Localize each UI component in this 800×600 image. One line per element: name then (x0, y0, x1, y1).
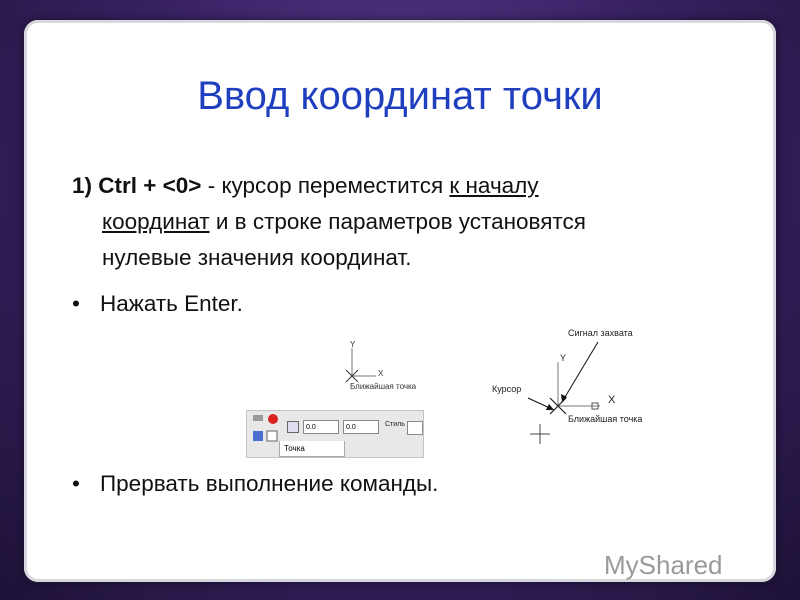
item-1-lead: 1) Ctrl + <0> (72, 173, 202, 198)
slide (24, 20, 776, 582)
nearest-point-small: Ближайшая точка (350, 382, 417, 391)
style-label: Стиль (385, 421, 405, 428)
nearest-point-big: Ближайшая точка (568, 414, 643, 424)
coord-diagram-capture (488, 322, 668, 452)
item-1-text-a: - курсор переместится (201, 173, 450, 198)
bullet-dot: • (72, 471, 80, 496)
bullet-enter (72, 288, 243, 320)
axis-x-big: X (608, 394, 616, 406)
field-x[interactable]: 0.0 (303, 420, 339, 434)
item-1-line-2 (72, 204, 752, 240)
coord-lock-icon[interactable] (287, 421, 299, 433)
capture-signal-label: Сигнал захвата (568, 328, 633, 338)
slide-title: Ввод координат точки (197, 74, 603, 118)
axis-y-big: Y (560, 353, 567, 363)
watermark-logo: MyShared (604, 550, 723, 580)
style-select[interactable] (407, 421, 423, 435)
link-origin-b[interactable]: координат (102, 209, 210, 234)
axis-x-small: X (378, 369, 384, 378)
bullet-enter-text: Нажать Enter. (100, 291, 243, 316)
bullet-dot: • (72, 291, 80, 316)
axis-y-small: Y (350, 340, 356, 349)
coord-diagram-small (342, 338, 422, 394)
tab-point-label: Точка (284, 444, 305, 453)
toolbar-left-icons (249, 411, 283, 457)
link-origin-a[interactable]: к началу (449, 173, 539, 198)
cursor-label: Курсор (492, 384, 522, 394)
parameter-toolbar (246, 410, 424, 458)
item-1-line-3: нулевые значения координат. (102, 245, 412, 270)
item-1 (72, 168, 752, 276)
bullet-abort-text: Прервать выполнение команды. (100, 471, 439, 496)
bullet-abort (72, 468, 438, 500)
item-1-text-b: и в строке параметров установятся (209, 209, 586, 234)
tab-point[interactable] (279, 441, 345, 457)
field-y[interactable]: 0.0 (343, 420, 379, 434)
